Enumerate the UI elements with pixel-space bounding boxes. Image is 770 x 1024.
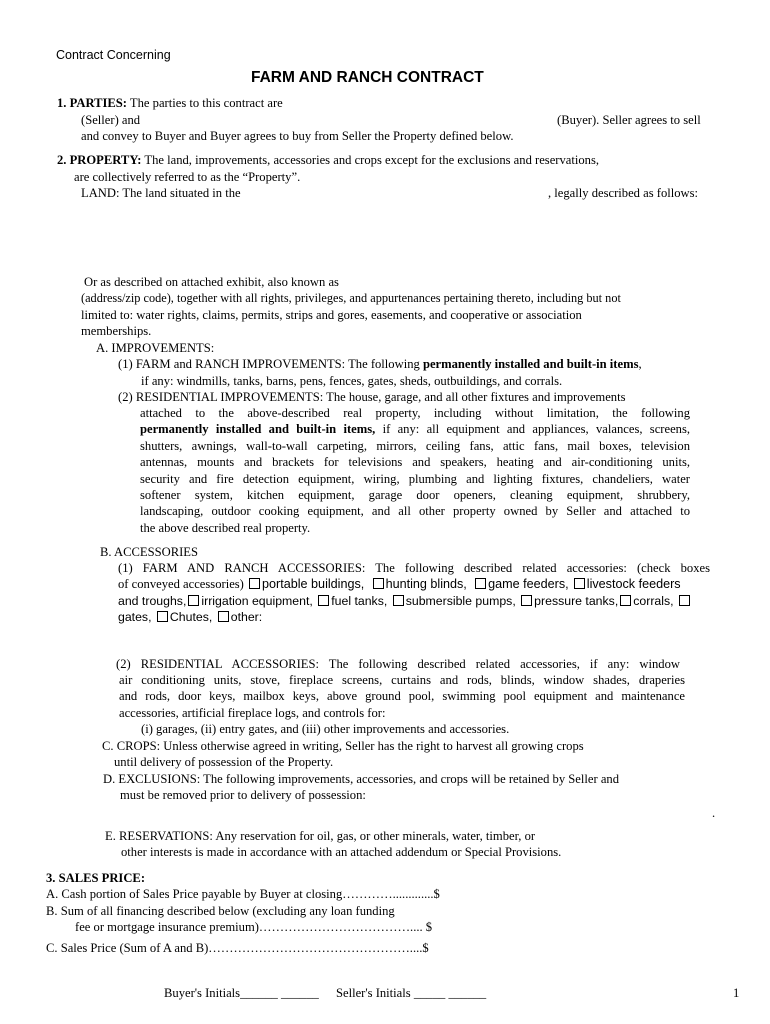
submersible-pumps-label: submersible pumps, [405, 594, 516, 608]
other-label: other: [230, 610, 263, 624]
residential-accessories-line-3: and rods, door keys, mailbox keys, above ground pool, swimming pool equipment and maintenance [119, 689, 685, 703]
residential-improvements-line-7: softener system, kitchen equipment, garage door openers, cleaning equipment, shrubbery, [140, 488, 690, 502]
other-checkbox[interactable] [218, 611, 229, 622]
pressure-tanks-label: pressure tanks, [534, 594, 619, 608]
residential-improvements-line-6: security and fire detection equipment, wiring, plumbing and lighting fixtures, chandeliers, water [140, 472, 690, 486]
fuel-tanks-checkbox[interactable] [318, 595, 329, 606]
reservations-text: E. RESERVATIONS: Any reservation for oil, gas, or other minerals, water, timber, or [105, 829, 536, 843]
residential-accessories-text: (2) RESIDENTIAL ACCESSORIES: The following described related accessories, if any: window [116, 657, 680, 671]
financing-line: B. Sum of all financing described below (excluding any loan funding [46, 904, 395, 918]
land-label: LAND: The land situated in the [81, 186, 241, 200]
buyer-initials: Buyer's Initials______ ______ [164, 986, 319, 1000]
residential-improvements-line-4: shutters, awnings, wall-to-wall carpeting, mirrors, ceiling fans, attic fans, mail boxes, television [140, 439, 690, 453]
property-intro-2: are collectively referred to as the “Property”. [74, 170, 301, 184]
chutes-checkbox[interactable] [157, 611, 168, 622]
submersible-pumps-checkbox[interactable] [393, 595, 404, 606]
parties-line [57, 96, 283, 111]
irrigation-equipment-label: irrigation equipment, [201, 594, 313, 608]
residential-improvements-line-2: attached to the above-described real property, including without limitation, the following [140, 406, 690, 420]
buyer-label: (Buyer). Seller agrees to sell [557, 113, 701, 127]
farm-improvements-text: (1) FARM and RANCH IMPROVEMENTS: The following [118, 357, 420, 371]
farm-improvements-list: if any: windmills, tanks, barns, pens, fences, gates, sheds, outbuildings, and corrals. [141, 374, 563, 388]
farm-accessories-line-3 [118, 594, 692, 609]
residential-improvements-line-3 [140, 422, 690, 437]
farm-improvements-line [118, 357, 642, 372]
crops-text-2: until delivery of possession of the Property. [114, 755, 334, 769]
reservations-text-2: other interests is made in accordance with an attached addendum or Special Provisions. [121, 845, 562, 859]
farm-improvements-bold: permanently installed and built-in items [422, 357, 639, 371]
chutes-label: Chutes, [169, 610, 213, 624]
game-feeders-checkbox[interactable] [475, 578, 486, 589]
farm-accessories-line-2 [118, 577, 681, 592]
farm-accessories-line-4 [118, 610, 262, 625]
page-number: 1 [733, 986, 740, 1000]
residential-improvements-line-5: antennas, mounts and brackets for televisions and speakers, heating and air-conditioning units, [140, 455, 690, 469]
farm-accessories-text: (1) FARM AND RANCH ACCESSORIES: The following described related accessories: (check boxes [118, 561, 710, 575]
residential-improvements-bold: permanently installed and built-in items, [140, 422, 376, 436]
document-title: FARM AND RANCH CONTRACT [251, 69, 484, 86]
residential-accessories-line-4: accessories, artificial fireplace logs, and controls for: [119, 706, 386, 720]
portable-buildings-checkbox[interactable] [249, 578, 260, 589]
limited-text: limited to: water rights, claims, permits, strips and gores, easements, and cooperative or association [81, 308, 582, 322]
troughs-label: and troughs, [118, 594, 187, 608]
residential-improvements-text: (2) RESIDENTIAL IMPROVEMENTS: The house, garage, and all other fixtures and improvements [118, 390, 626, 404]
livestock-feeders-label: livestock feeders [586, 577, 681, 591]
corrals-label: corrals, [633, 594, 674, 608]
seller-initials: Seller's Initials _____ ______ [336, 986, 487, 1000]
exhibit-text: Or as described on attached exhibit, also known as [84, 275, 339, 289]
seller-label: (Seller) and [81, 113, 141, 127]
property-intro: The land, improvements, accessories and crops except for the exclusions and reservations, [144, 153, 600, 167]
residential-improvements-text-3: if any: all equipment and appliances, valances, screens, [382, 422, 691, 436]
residential-accessories-line-2: air conditioning units, stove, fireplace screens, curtains and rods, blinds, window shades, draperies [119, 673, 685, 687]
livestock-feeders-checkbox[interactable] [574, 578, 585, 589]
improvements-heading: A. IMPROVEMENTS: [96, 341, 215, 355]
hunting-blinds-label: hunting blinds, [385, 577, 467, 591]
accessories-heading: B. ACCESSORIES [100, 545, 198, 559]
legal-description-label: , legally described as follows: [548, 186, 699, 200]
pressure-tanks-checkbox[interactable] [521, 595, 532, 606]
residential-accessories-line-5: (i) garages, (ii) entry gates, and (iii) other improvements and accessories. [141, 722, 510, 736]
memberships-text: memberships. [81, 324, 152, 338]
parties-heading: 1. PARTIES: [57, 96, 127, 110]
sales-price-heading [46, 871, 145, 886]
financing-line-2: fee or mortgage insurance premium)……………………………….... $ [75, 920, 433, 934]
property-heading: 2. PROPERTY: [57, 153, 142, 167]
game-feeders-label: game feeders, [488, 577, 569, 591]
exclusions-end-dot: . [712, 806, 716, 820]
portable-buildings-label: portable buildings, [262, 577, 365, 591]
property-line [57, 153, 599, 168]
sales-price-total-line: C. Sales Price (Sum of A and B)…………………………………………....$ [46, 941, 429, 955]
exclusions-text: D. EXCLUSIONS: The following improvements, accessories, and crops will be retained by Seller and [103, 772, 619, 786]
conveyed-accessories-label: of conveyed accessories) [118, 577, 244, 591]
comma: , [638, 357, 642, 371]
parties-intro: The parties to this contract are [129, 96, 283, 110]
hunting-blinds-checkbox[interactable] [373, 578, 384, 589]
exclusions-text-2: must be removed prior to delivery of possession: [120, 788, 366, 802]
corrals-checkbox[interactable] [620, 595, 631, 606]
parties-convey-text: and convey to Buyer and Buyer agrees to buy from Seller the Property defined below. [81, 129, 514, 143]
crops-text: C. CROPS: Unless otherwise agreed in writing, Seller has the right to harvest all growing crops [102, 739, 584, 753]
gates-label: gates, [118, 610, 152, 624]
residential-improvements-line-8: landscaping, outdoor cooking equipment, and all other property owned by Seller and attached to [140, 504, 690, 518]
fuel-tanks-label: fuel tanks, [331, 594, 388, 608]
sales-price-heading-text: 3. SALES PRICE: [46, 871, 146, 885]
residential-improvements-line-9: the above described real property. [140, 521, 311, 535]
gates-checkbox[interactable] [679, 595, 690, 606]
contract-concerning-label: Contract Concerning [56, 48, 171, 62]
cash-portion-line: A. Cash portion of Sales Price payable by Buyer at closing………….............$ [46, 887, 440, 901]
address-text: (address/zip code), together with all rights, privileges, and appurtenances pertaining thereto, including but not [81, 291, 621, 305]
irrigation-equipment-checkbox[interactable] [188, 595, 199, 606]
